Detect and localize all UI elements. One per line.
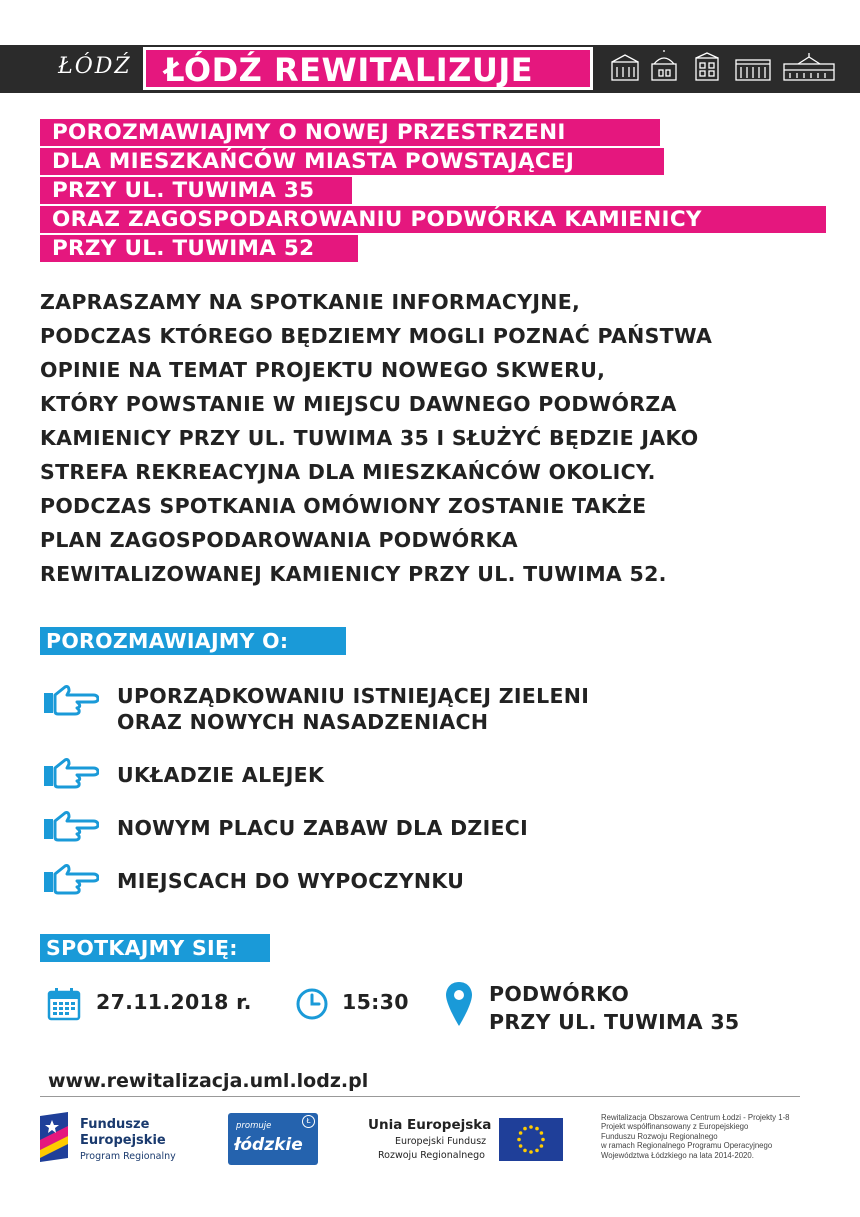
fe-label: Fundusze [80, 1117, 150, 1132]
topics-heading: POROZMAWIAJMY O: [40, 627, 346, 655]
intro-heading-line: PRZY UL. TUWIMA 35 [40, 177, 352, 204]
funding-note [601, 1113, 790, 1160]
title-box [143, 47, 593, 90]
eu-flag-icon [499, 1118, 563, 1161]
topic-item-text: UPORZĄDKOWANIU ISTNIEJĄCEJ ZIELENI [117, 684, 590, 708]
meeting-date: 27.11.2018 r. [96, 990, 252, 1014]
paragraph-line: STREFA REKREACYJNA DLA MIESZKAŃCÓW OKOLICY. [40, 460, 656, 484]
paragraph-line: OPINIE NA TEMAT PROJEKTU NOWEGO SKWERU, [40, 358, 606, 382]
dome-building-icon [652, 50, 676, 80]
page-title: ŁÓDŹ REWITALIZUJE [164, 51, 534, 89]
paragraph-line: PODCZAS SPOTKANIA OMÓWIONY ZOSTANIE TAKŻE [40, 494, 647, 518]
lodz-logo [58, 52, 132, 86]
eu-sublabel: Europejski Fundusz [395, 1136, 487, 1147]
funding-note-line: Projekt współfinansowany z Europejskiego [601, 1122, 749, 1132]
paragraph-line: ZAPRASZAMY NA SPOTKANIE INFORMACYJNE, [40, 290, 581, 314]
topic-item-text: UKŁADZIE ALEJEK [117, 763, 325, 787]
pointing-hand-icon [43, 683, 99, 717]
buildings-strip [608, 50, 838, 86]
tenement-icon [612, 55, 638, 80]
fe-sublabel: Program Regionalny [80, 1151, 176, 1162]
funding-note-line: Rewitalizacja Obszarowa Centrum Łodzi - Projekty 1-8 [601, 1113, 790, 1122]
meeting-heading: SPOTKAJMY SIĘ: [40, 934, 270, 962]
meeting-place: PRZY UL. TUWIMA 35 [489, 1010, 740, 1034]
topic-item-text: MIEJSCACH DO WYPOCZYNKU [117, 869, 465, 893]
funding-note-line: Funduszu Rozwoju Regionalnego [601, 1131, 718, 1141]
paragraph-line: REWITALIZOWANEJ KAMIENICY PRZY UL. TUWIMA 52. [40, 562, 667, 586]
clock-icon [295, 987, 329, 1021]
pointing-hand-icon [43, 809, 99, 843]
lodzkie-badge: Ł [302, 1115, 315, 1128]
paragraph-line: KAMIENICY PRZY UL. TUWIMA 35 I SŁUŻYĆ BĘDZIE JAKO [40, 426, 699, 450]
fundusze-europejskie-logo [38, 1110, 72, 1164]
lodzkie-small-text: promuje [236, 1121, 272, 1131]
intro-heading-line: PRZY UL. TUWIMA 52 [40, 235, 358, 262]
pointing-hand-icon [43, 862, 99, 896]
divider [40, 1096, 800, 1097]
meeting-place: PODWÓRKO [489, 982, 630, 1006]
pointing-hand-icon [43, 756, 99, 790]
eu-sublabel: Rozwoju Regionalnego [378, 1150, 485, 1161]
intro-heading-line: DLA MIESZKAŃCÓW MIASTA POWSTAJĄCEJ [40, 148, 664, 175]
meeting-time: 15:30 [342, 990, 409, 1014]
promuje-lodzkie-logo [228, 1113, 318, 1165]
intro-heading-line: POROZMAWIAJMY O NOWEJ PRZESTRZENI [40, 119, 660, 146]
paragraph-line: PLAN ZAGOSPODAROWANIA PODWÓRKA [40, 528, 518, 552]
fe-label: Europejskie [80, 1133, 166, 1148]
website-link[interactable]: www.rewitalizacja.uml.lodz.pl [48, 1070, 369, 1092]
palace-icon [736, 60, 770, 80]
paragraph-line: KTÓRY POWSTANIE W MIEJSCU DAWNEGO PODWÓRZA [40, 392, 677, 416]
factory-icon [784, 53, 834, 80]
topic-item-text: ORAZ NOWYCH NASADZENIACH [117, 710, 489, 734]
eu-label: Unia Europejska [368, 1117, 492, 1133]
funding-note-line: w ramach Regionalnego Programu Operacyjnego [601, 1141, 773, 1151]
logo-text: ŁÓDŹ [58, 54, 132, 79]
topic-item-text: NOWYM PLACU ZABAW DLA DZIECI [117, 816, 529, 840]
intro-heading-line: ORAZ ZAGOSPODAROWANIU PODWÓRKA KAMIENICY [40, 206, 826, 233]
lodzkie-big-text: łódzkie [234, 1135, 303, 1155]
tower-building-icon [696, 53, 718, 80]
paragraph-line: PODCZAS KTÓREGO BĘDZIEMY MOGLI POZNAĆ PAŃSTWA [40, 324, 713, 348]
location-pin-icon [444, 980, 474, 1028]
calendar-icon [47, 987, 81, 1021]
funding-note-line: Województwa Łódzkiego na lata 2014-2020. [601, 1150, 754, 1160]
